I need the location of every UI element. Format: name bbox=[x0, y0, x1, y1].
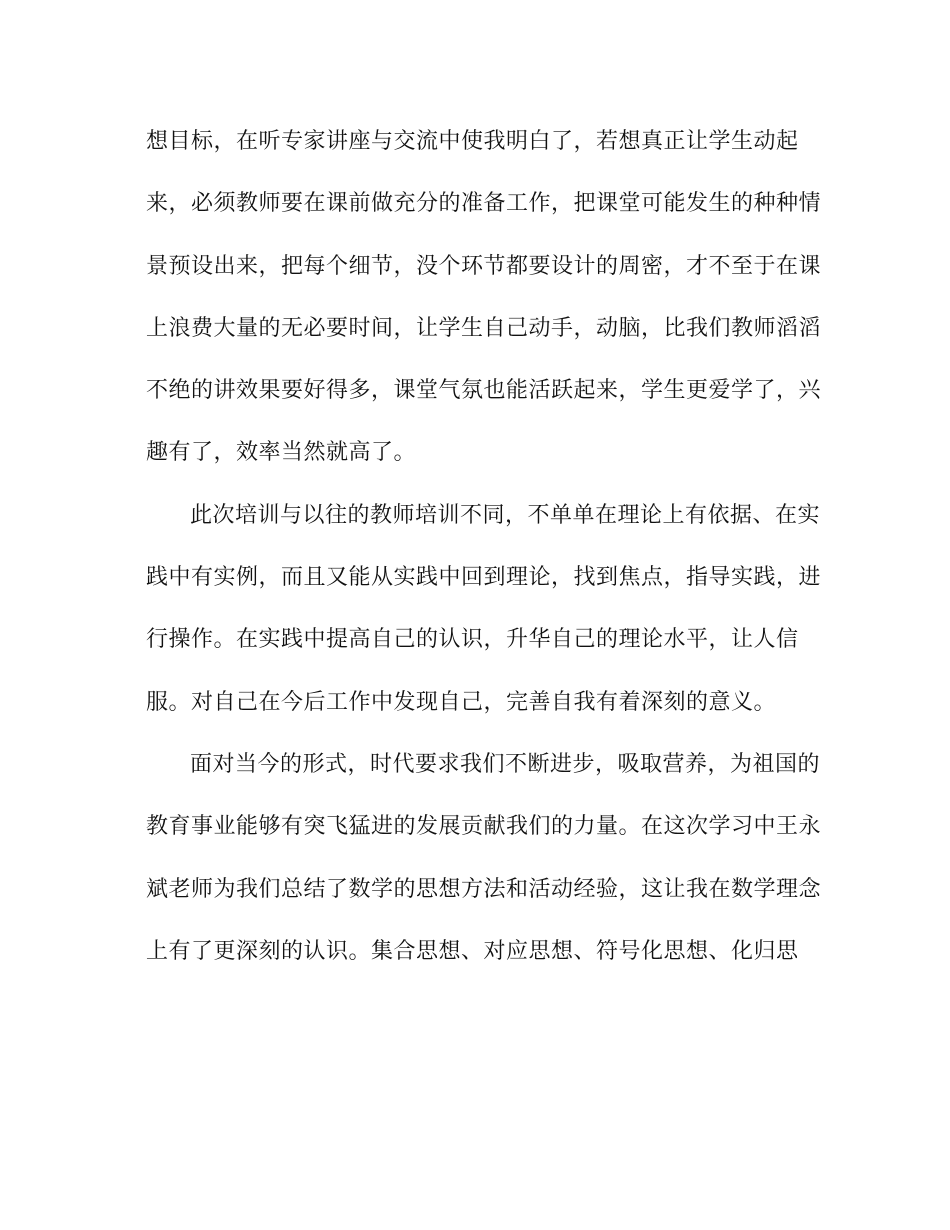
text-line: 践中有实例，而且又能从实践中回到理论，找到焦点，指导实践，进 bbox=[146, 565, 822, 591]
text-line: 上有了更深刻的认识。集合思想、对应思想、符号化思想、化归思 bbox=[146, 938, 799, 964]
text-line: 教育事业能够有突飞猛进的发展贡献我们的力量。在这次学习中王永 bbox=[146, 814, 822, 840]
document-body bbox=[146, 118, 822, 990]
text-line: 斌老师为我们总结了数学的思想方法和活动经验，这让我在数学理念 bbox=[146, 876, 822, 902]
text-line: 上浪费大量的无必要时间，让学生自己动手，动脑，比我们教师滔滔 bbox=[146, 315, 822, 341]
paragraph-1 bbox=[146, 118, 822, 492]
text-line: 趣有了，效率当然就高了。 bbox=[146, 440, 417, 466]
text-line: 不绝的讲效果要好得多，课堂气氛也能活跃起来，学生更爱学了，兴 bbox=[146, 378, 822, 404]
text-line: 景预设出来，把每个细节，没个环节都要设计的周密，才不至于在课 bbox=[146, 253, 822, 279]
text-line: 行操作。在实践中提高自己的认识，升华自己的理论水平，让人信 bbox=[146, 627, 799, 653]
text-line: 服。对自己在今后工作中发现自己，完善自我有着深刻的意义。 bbox=[146, 689, 777, 715]
text-line: 来，必须教师要在课前做充分的准备工作，把课堂可能发生的种种情 bbox=[146, 191, 822, 217]
text-line: 此次培训与以往的教师培训不同，不单单在理论上有依据、在实 bbox=[190, 502, 821, 528]
text-line: 面对当今的形式，时代要求我们不断进步，吸取营养，为祖国的 bbox=[190, 751, 821, 777]
text-line: 想目标，在听专家讲座与交流中使我明白了，若想真正让学生动起 bbox=[146, 129, 799, 154]
paragraph-3 bbox=[146, 741, 822, 990]
paragraph-2 bbox=[146, 492, 822, 741]
